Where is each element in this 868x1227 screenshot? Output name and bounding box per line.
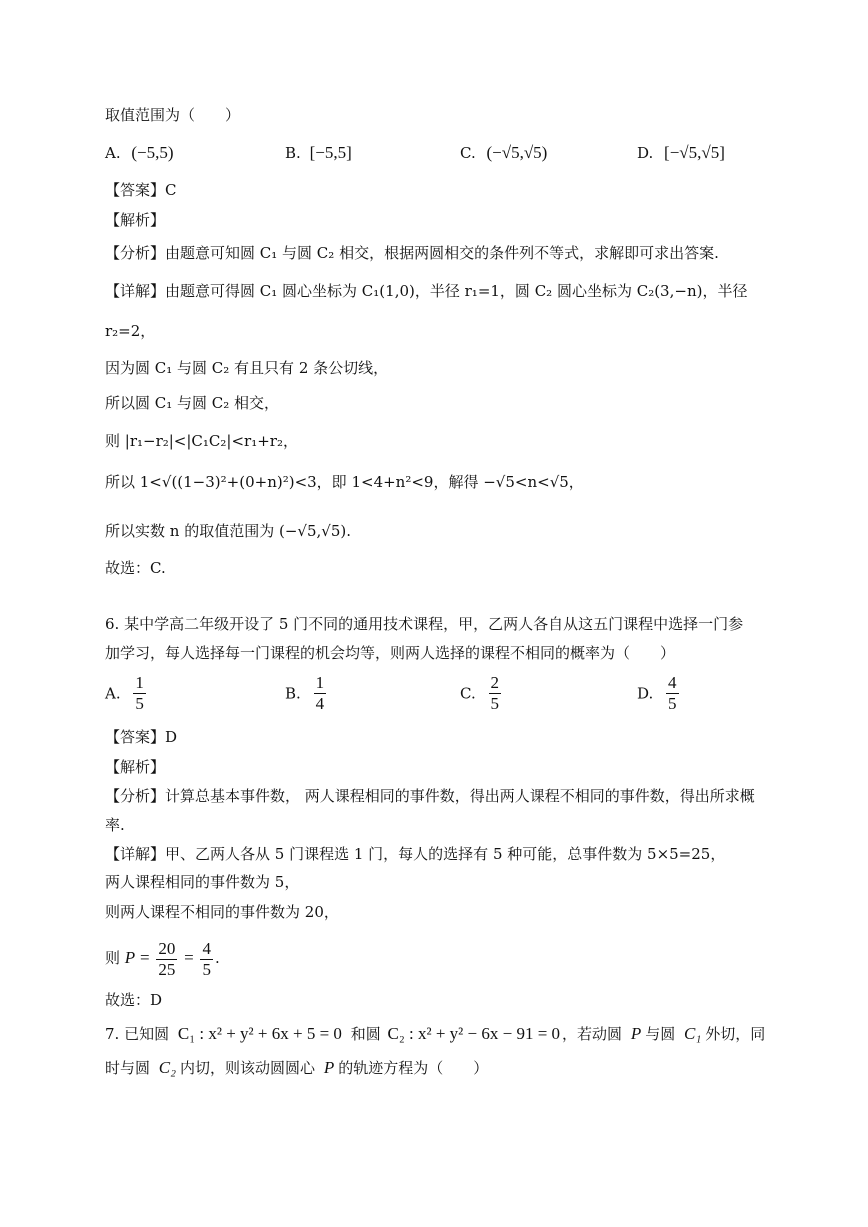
option-fraction <box>489 673 502 714</box>
option-value: (−5,5) <box>131 143 174 162</box>
option-fraction <box>314 673 327 714</box>
numerator: 4 <box>668 673 677 692</box>
option-label: C. <box>460 684 476 703</box>
q5-option-d <box>637 143 725 163</box>
q6-fenxi-line-1 <box>105 786 755 806</box>
equals-sign: = <box>139 948 150 967</box>
numerator: 20 <box>158 938 176 958</box>
q6-detail-line-2: 两人课程相同的事件数为 5， <box>105 873 300 891</box>
denominator: 4 <box>315 694 325 713</box>
q6-analysis-tag: 【解析】 <box>105 758 166 776</box>
q5-option-b <box>285 143 352 163</box>
numerator: 1 <box>315 673 325 692</box>
fenxi-tag: 【分析】 <box>105 244 166 262</box>
q5-detail-line-3: 因为圆 C₁ 与圆 C₂ 有且只有 2 条公切线， <box>105 359 389 377</box>
q6-option-a <box>105 673 148 714</box>
denominator: 25 <box>158 959 176 979</box>
option-label: C. <box>460 144 476 162</box>
center-p: P <box>323 1058 335 1077</box>
circle-c2-equation: C₂ : x² + y² − 6x − 91 = 0 <box>387 1024 561 1043</box>
moving-circle-p: P <box>630 1024 642 1043</box>
stem-text: 7. 已知圆 <box>105 1025 170 1043</box>
q5-detail-line-5: 则 |r₁−r₂|<|C₁C₂|<r₁+r₂， <box>105 432 298 450</box>
option-fraction <box>133 673 146 714</box>
stem-text: 外切，同 <box>705 1025 766 1043</box>
option-label: A. <box>105 684 121 703</box>
stem-text: 内切，则该动圆圆心 <box>180 1059 316 1077</box>
option-value: (−√5,√5) <box>486 143 548 162</box>
fraction-20-25 <box>156 939 177 980</box>
denominator: 5 <box>135 694 144 713</box>
detail-text: 由题意可得圆 C₁ 圆心坐标为 C₁(1,0)，半径 r₁=1，圆 C₂ 圆心坐标为 C₂(3,−n)，半径 <box>165 282 748 300</box>
q7-stem-line-2 <box>105 1058 488 1078</box>
option-label: D. <box>637 144 654 162</box>
option-value: [−√5,√5] <box>664 143 725 162</box>
option-label: D. <box>637 684 654 703</box>
q6-choice: 故选：D <box>105 991 163 1009</box>
numerator: 4 <box>202 938 211 958</box>
q6-answer: 【答案】D <box>105 728 178 746</box>
xiangjie-tag: 【详解】 <box>105 845 166 863</box>
q5-analysis-tag: 【解析】 <box>105 211 166 229</box>
option-label: B. <box>285 684 301 703</box>
xiangjie-tag: 【详解】 <box>105 282 166 300</box>
fenxi-text: 由题意可知圆 C₁ 与圆 C₂ 相交，根据两圆相交的条件列不等式，求解即可求出答案. <box>165 244 719 262</box>
circle-c1-equation: C₁ : x² + y² + 6x + 5 = 0 <box>177 1024 342 1043</box>
q6-detail-line-3: 则两人课程不相同的事件数为 20， <box>105 903 339 921</box>
q6-option-c <box>460 673 503 714</box>
stem-text: 与圆 <box>645 1025 676 1043</box>
q6-option-d <box>637 673 681 714</box>
option-fraction <box>666 673 679 714</box>
equals-sign: = <box>184 948 194 967</box>
denominator: 5 <box>490 694 499 713</box>
q5-detail-line-4: 所以圆 C₁ 与圆 C₂ 相交， <box>105 394 280 412</box>
q5-detail-line-6: 所以 1<√((1−3)²+(0+n)²)<3，即 1<4+n²<9，解得 −√5<n<√5， <box>105 473 584 491</box>
stem-text: ，若动圆 <box>562 1025 623 1043</box>
denominator: 5 <box>202 959 211 979</box>
probability-variable: P <box>124 948 136 967</box>
q6-probability-line <box>105 936 220 980</box>
period: . <box>214 949 220 967</box>
probability-prefix: 则 <box>105 949 125 967</box>
q5-option-c <box>460 143 547 163</box>
q7-stem-line-1 <box>105 1024 765 1044</box>
q5-detail-line-2: r₂=2， <box>105 322 156 340</box>
stem-text: 时与圆 <box>105 1059 151 1077</box>
q6-detail-line-1 <box>105 844 725 864</box>
q5-fenxi <box>105 243 719 263</box>
q5-option-a <box>105 143 174 163</box>
stem-text: 的轨迹方程为（ ） <box>338 1059 489 1077</box>
circle-c2-label: C₂ <box>158 1058 177 1077</box>
fenxi-tag: 【分析】 <box>105 787 166 805</box>
q5-stem-tail: 取值范围为（ ） <box>105 106 241 124</box>
q5-detail-line-7: 所以实数 n 的取值范围为 (−√5,√5). <box>105 522 351 540</box>
option-label: A. <box>105 144 121 162</box>
fraction-4-5 <box>200 939 213 980</box>
fenxi-text: 计算总基本事件数， 两人课程相同的事件数，得出两人课程不相同的事件数，得出所求概 <box>165 787 755 805</box>
numerator: 2 <box>490 673 499 692</box>
q6-fenxi-line-2: 率. <box>105 816 125 834</box>
stem-text: 和圆 <box>350 1025 381 1043</box>
q6-stem-line-2: 加学习，每人选择每一门课程的机会均等，则两人选择的课程不相同的概率为（ ） <box>105 644 676 662</box>
option-value: [−5,5] <box>309 143 352 162</box>
denominator: 5 <box>668 694 677 713</box>
q6-option-b <box>285 673 328 714</box>
circle-c1-label: C₁ <box>684 1024 702 1043</box>
q5-choice: 故选：C. <box>105 559 166 577</box>
q5-detail-line-1 <box>105 281 747 301</box>
q5-answer: 【答案】C <box>105 181 177 199</box>
detail-text: 甲、乙两人各从 5 门课程选 1 门，每人的选择有 5 种可能，总事件数为 5×5=25， <box>165 845 726 863</box>
option-label: B. <box>285 144 301 162</box>
q6-stem-line-1: 6. 某中学高二年级开设了 5 门不同的通用技术课程，甲，乙两人各自从这五门课程中选择一门参 <box>105 615 744 633</box>
numerator: 1 <box>135 673 144 692</box>
